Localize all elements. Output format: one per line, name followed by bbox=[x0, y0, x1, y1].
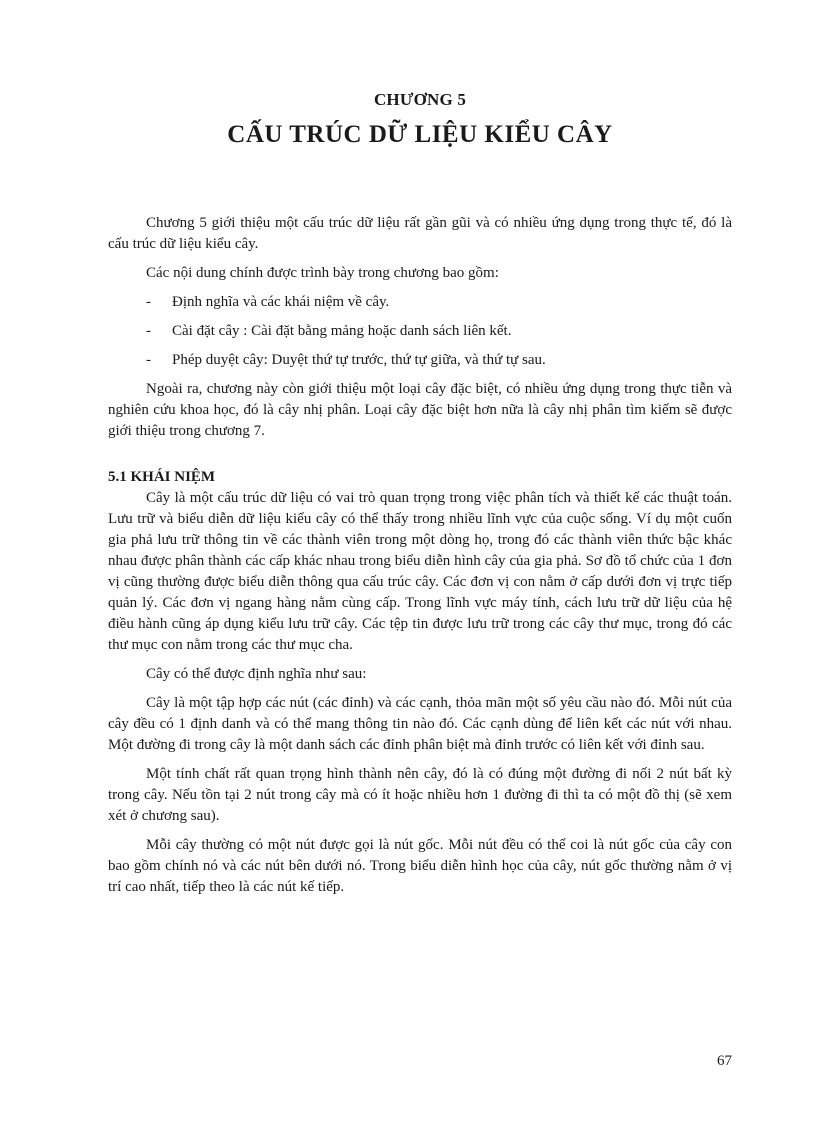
body-paragraph: Cây là một cấu trúc dữ liệu có vai trò quan trọng trong việc phân tích và thiết kế các thuật toán. Lưu trữ và biểu diễn dữ liệu kiểu cây có thể thấy trong nhiều lĩnh vực của cuộc sống. Ví dụ một cuốn gia phả lưu trữ thông tin về các thành viên trong một dòng họ, trong đó các thành viên thức bậc khác nhau được phân thành các cấp khác nhau trong biểu diễn hình cây của gia phả. Sơ đồ tổ chức của 1 đơn vị cũng thường được biểu diễn thông qua cấu trúc cây. Các đơn vị con nằm ở cấp dưới đơn vị trực tiếp quản lý. Các đơn vị ngang hàng nằm cùng cấp. Trong lĩnh vực máy tính, cách lưu trữ dữ liệu của hệ điều hành cũng áp dụng kiểu lưu trữ cây. Các tệp tin được lưu trữ trong các cây thư mục, trong đó các thư mục con nằm trong các thư mục cha. bbox=[108, 490, 732, 653]
intro-paragraph: Chương 5 giới thiệu một cấu trúc dữ liệu rất gần gũi và có nhiều ứng dụng trong thực tế, đó là cấu trúc dữ liệu kiểu cây. bbox=[108, 215, 732, 252]
body-paragraph: Một tính chất rất quan trọng hình thành nên cây, đó là có đúng một đường đi nối 2 nút bất kỳ trong cây. Nếu tồn tại 2 nút trong cây mà có ít hoặc nhiều hơn 1 đường đi thì ta có một đồ thị (sẽ xem xét ở chương sau). bbox=[108, 766, 732, 824]
section-heading: 5.1 KHÁI NIỆM bbox=[108, 469, 216, 485]
body-paragraph: Cây là một tập hợp các nút (các đỉnh) và các cạnh, thỏa mãn một số yêu cầu nào đó. Mỗi nút của cây đều có 1 định danh và có thể mang thông tin nào đó. Các cạnh dùng để liên kết các nút với nhau. Một đường đi trong cây là một danh sách các đỉnh phân biệt mà đỉnh trước có liên kết với đỉnh sau. bbox=[108, 695, 732, 753]
list-item-text: Cài đặt cây : Cài đặt bằng mảng hoặc danh sách liên kết. bbox=[172, 323, 512, 339]
chapter-title: CẤU TRÚC DỮ LIỆU KIỂU CÂY bbox=[227, 121, 613, 148]
document-page bbox=[108, 0, 732, 1123]
body-paragraph: Cây có thể được định nghĩa như sau: bbox=[146, 666, 367, 682]
topic-list bbox=[108, 292, 732, 371]
list-item bbox=[108, 292, 732, 313]
chapter-label: CHƯƠNG 5 bbox=[373, 90, 467, 109]
list-item bbox=[108, 321, 732, 342]
intro-paragraph: Các nội dung chính được trình bày trong chương bao gồm: bbox=[146, 265, 499, 281]
section-body bbox=[108, 488, 732, 906]
page-number: 67 bbox=[717, 1053, 732, 1069]
list-item bbox=[108, 350, 732, 371]
bullet-marker: - bbox=[146, 323, 151, 339]
body-paragraph: Mỗi cây thường có một nút được gọi là nút gốc. Mỗi nút đều có thể coi là nút gốc của cây con bao gồm chính nó và các nút bên dưới nó. Trong biểu diễn hình học của cây, nút gốc thường nằm ở vị trí cao nhất, tiếp theo là các nút kế tiếp. bbox=[108, 837, 732, 895]
list-item-text: Định nghĩa và các khái niệm về cây. bbox=[172, 294, 390, 310]
bullet-marker: - bbox=[146, 352, 151, 368]
bullet-marker: - bbox=[146, 294, 151, 310]
intro-block bbox=[108, 213, 732, 442]
list-item-text: Phép duyệt cây: Duyệt thứ tự trước, thứ tự giữa, và thứ tự sau. bbox=[172, 352, 546, 368]
intro-paragraph: Ngoài ra, chương này còn giới thiệu một loại cây đặc biệt, có nhiều ứng dụng trong thực tiễn và nghiên cứu khoa học, đó là cây nhị phân. Loại cây đặc biệt hơn nữa là cây nhị phân tìm kiếm sẽ được giới thiệu trong chương 7. bbox=[108, 381, 732, 439]
